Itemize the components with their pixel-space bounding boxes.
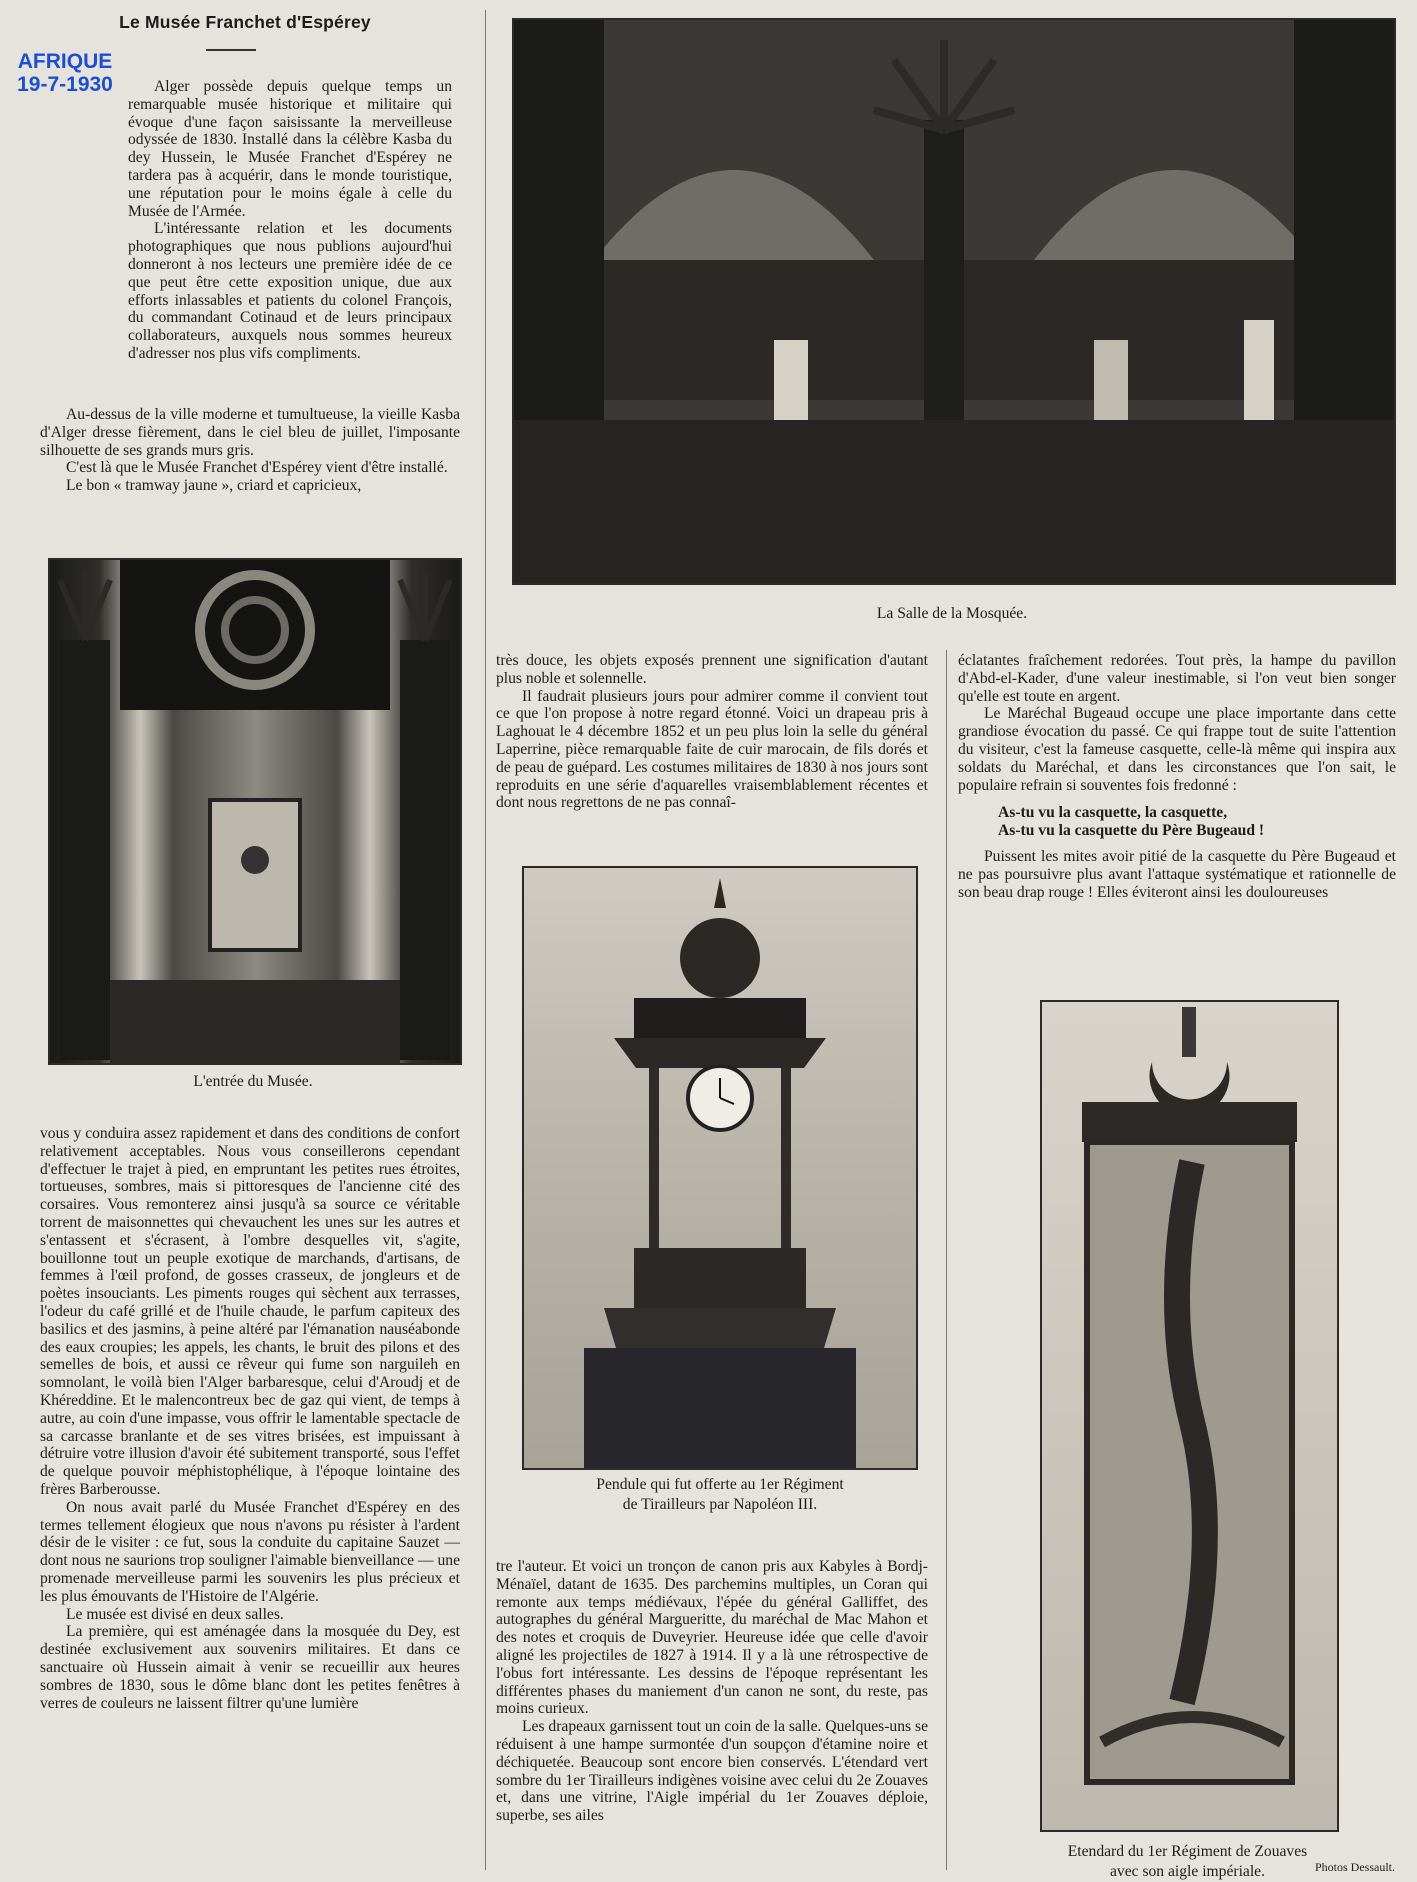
article-title: Le Musée Franchet d'Espérey (119, 12, 371, 32)
song-verse (998, 804, 1396, 840)
body-paragraph: On nous avait parlé du Musée Franchet d'Espérey en des termes tellement élogieux que nous n'avons pu résister à l'ardent désir de le visiter : ce fut, sous la conduite du capitaine Sauzet — dont nous ne saurions trop souligner l'aimable bienveillance — une promenade merveilleuse parmi les souvenirs les plus précieux et les plus émouvants de l'Histoire de l'Algérie. (40, 1498, 460, 1605)
body-paragraph: La première, qui est aménagée dans la mosquée du Dey, est destinée exclusivement aux souvenirs militaires. Et dans ce sanctuaire où Hussein aimait à venir se recueillir aux heures sombres de 1830, sous le dôme blanc dont les petites fenêtres à verres de couleurs ne laissent filtrer qu'une lumière (40, 1623, 460, 1712)
body-paragraph: Au-dessus de la ville moderne et tumultueuse, la vieille Kasba d'Alger dresse fièrement, dans le ciel bleu de juillet, l'imposante silhouette de ses grands murs gris. (40, 406, 460, 459)
song-line: As-tu vu la casquette du Père Bugeaud ! (998, 822, 1265, 840)
title-divider (206, 49, 256, 51)
body-paragraph: Puissent les mites avoir pitié de la casquette du Père Bugeaud et ne pas poursuivre plus avant l'attaque systématique et rationnelle de son beau drap rouge ! Elles éviteront ainsi les douloureuses (958, 848, 1396, 901)
entrance-caption: L'entrée du Musée. (193, 1073, 313, 1090)
column-rule-2 (946, 650, 947, 1870)
intro-paragraph: L'intéressante relation et les documents photographiques que nous publions aujourd'hui donneront à nos lecteurs une première idée de ce que peut être cette exposition unique, due aux efforts inlassables et patients du colonel François, du commandant Cotinaud et de leurs principaux collaborateurs, auxquels nous sommes heureux d'adresser nos plus vifs compliments. (128, 220, 452, 362)
standard-caption-line: Etendard du 1er Régiment de Zouaves (1067, 1843, 1308, 1860)
clock-photo (522, 866, 918, 1470)
mosque-illustration (514, 20, 1394, 583)
body-paragraph: très douce, les objets exposés prennent une signification d'autant plus noble et solennelle. (496, 652, 928, 687)
body-paragraph: vous y conduira assez rapidement et dans des conditions de confort relativement acceptables. Nous vous conseillerons cependant d'effectuer le trajet à pied, en empruntant les petites rues étroites, tortueuses, sombres, mais si pittoresques de l'ancienne cité des corsaires. Vous remonterez ainsi jusqu'à sa source ce véritable torrent de maisonnettes qui chevauchent les unes sur les autres et s'entassent et s'écrasent, à l'ombre desquelles vit, s'agite, bouillonne tout un peuple exotique de marchands, d'artisans, de femmes à l'œil profond, de gosses crasseux, de jongleurs et de poètes insouciants. Les piments rouges qui sèchent aux terrasses, l'odeur du café grillé et de l'huile chaude, le parfum capiteux des basilics et des jasmins, à peine altéré par l'émanation nauséabonde des eaux croupies; les appels, les chants, le bruit des pilons et des semelles de bois, et aussi ce rêveur qui fume son narguileh en somnolant, le voilà bien l'Alger barbaresque, celui d'Aroudj et de Khéreddine. Et le malencontreux bec de gaz qui vient, de temps à autre, au coin d'une impasse, vous offrir le lamentable spectacle de sa carcasse branlante et de ses vitres brisées, est impuissant à détruire votre illusion d'avoir été subitement transporté, sous l'effet de quelque pouvoir méphistophélique, à l'époque lointaine des frères Barberousse. (40, 1125, 460, 1498)
song-line: As-tu vu la casquette, la casquette, (998, 804, 1228, 822)
column-rule-1 (485, 10, 486, 1870)
column-1-top (40, 406, 460, 495)
body-paragraph: Le musée est divisé en deux salles. (66, 1605, 284, 1623)
standard-caption-line: avec son aigle impériale. (1109, 1863, 1265, 1880)
body-paragraph: Le bon « tramway jaune », criard et capricieux, (66, 477, 362, 495)
body-paragraph: tre l'auteur. Et voici un tronçon de canon pris aux Kabyles à Bordj-Ménaïel, datant de 1635. Des parchemins multiples, un Coran qui remonte aux temps médiévaux, l'épée du général Galliffet, des autographes du général Margueritte, du maréchal de Mac Mahon et des notes et croquis de Duveyrier. Heureuse idée que celle d'avoir aligné les projectiles de 1827 à 1914. Il y a là une rétrospective de l'obus fort intéressante. Les dessins de l'époque représentant les différentes phases du maniement d'un canon ne sont, du reste, pas moins curieux. (496, 1558, 928, 1718)
clock-caption-line: de Tirailleurs par Napoléon III. (622, 1496, 818, 1513)
intro-block (128, 78, 452, 363)
body-paragraph: Le Maréchal Bugeaud occupe une place importante dans cette grandiose évocation du passé. Ce qui frappe tout de suite l'attention du visiteur, c'est la fameuse casquette, celle-là même qui inspira aux soldats du Maréchal, et dans les circonstances que l'on sait, le populaire refrain si souventes fois fredonné : (958, 705, 1396, 794)
column-1-bottom (40, 1125, 460, 1712)
body-paragraph: éclatantes fraîchement redorées. Tout près, la hampe du pavillon d'Abd-el-Kader, d'une valeur inestimable, si l'on veut bien songer qu'elle est toute en argent. (958, 652, 1396, 705)
clock-illustration (524, 868, 916, 1468)
mosque-photo (512, 18, 1396, 585)
body-paragraph: Les drapeaux garnissent tout un coin de la salle. Quelques-uns se réduisent à une hampe surmontée d'un soupçon d'étamine noire et déchiquetée. Beaucoup sont encore bien conservés. L'étendard vert sombre du 1er Tirailleurs indigènes voisine avec celui du 2e Zouaves et, dans une vitrine, l'Aigle impérial du 1er Zouaves déploie, superbe, ses ailes (496, 1718, 928, 1825)
body-paragraph: Il faudrait plusieurs jours pour admirer comme il convient tout ce que l'on propose à notre regard étonné. Voici un drapeau pris à Laghouat le 4 décembre 1852 et un peu plus loin la selle du général Laperrine, pièce remarquable faite de cuir marocain, de fils dorés et de peau de guépard. Les costumes militaires de 1830 à nos jours sont reproduits en une série d'aquarelles vraisemblablement récentes et dont nous regrettons de ne pas connaî- (496, 687, 928, 812)
mosque-caption: La Salle de la Mosquée. (876, 605, 1028, 622)
date-tag: 19-7-1930 (17, 73, 113, 96)
source-annotation (6, 50, 124, 96)
column-2-bottom (496, 1558, 928, 1825)
entrance-illustration (50, 560, 460, 1063)
clock-caption-line: Pendule qui fut offerte au 1er Régiment (596, 1476, 844, 1493)
column-3-top (958, 652, 1396, 902)
column-2-top (496, 652, 928, 812)
clock-caption (510, 1475, 930, 1515)
entrance-photo (48, 558, 462, 1065)
source-tag: AFRIQUE (17, 50, 113, 73)
intro-paragraph: Alger possède depuis quelque temps un remarquable musée historique et militaire qui évoque d'une façon saisissante la merveilleuse odyssée de 1830. Installé dans la célèbre Kasba du dey Hussein, le Musée Franchet d'Espérey ne tardera pas à acquérir, dans le monde touristique, une réputation pour le moins égale à celle du Musée de l'Armée. (128, 78, 452, 220)
standard-photo (1040, 1000, 1339, 1832)
body-paragraph: C'est là que le Musée Franchet d'Espérey vient d'être installé. (66, 459, 448, 477)
photo-credit: Photos Dessault. (1314, 1860, 1395, 1874)
standard-illustration (1042, 1002, 1337, 1842)
